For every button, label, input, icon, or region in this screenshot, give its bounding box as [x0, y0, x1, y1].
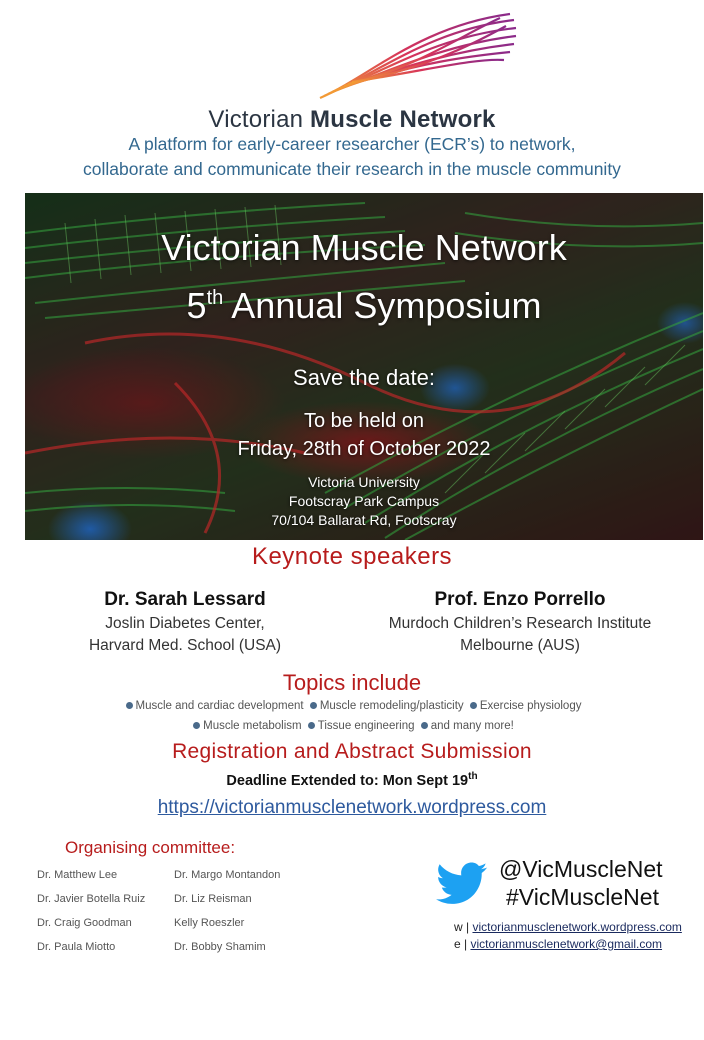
venue: [25, 473, 703, 530]
topic-item: Exercise physiology: [479, 700, 582, 712]
topic-item: Tissue engineering: [317, 720, 415, 732]
banner-title: [25, 223, 703, 331]
contact-website: [454, 920, 682, 934]
held-on-label: To be held on: [303, 410, 425, 432]
bullet-dot-icon: [193, 722, 200, 729]
committee-member: Dr. Javier Botella Ruiz: [37, 893, 146, 905]
banner-title-line-2: [25, 273, 703, 331]
topic-item: Muscle metabolism: [203, 720, 302, 732]
committee-member: Kelly Roeszler: [174, 917, 245, 929]
twitter-hashtag[interactable]: #VicMuscleNet: [506, 884, 659, 910]
bullet-dot-icon: [310, 702, 317, 709]
registration-heading: Registration and Abstract Submission: [172, 740, 532, 763]
topic-item: Muscle remodeling/plasticity: [319, 700, 464, 712]
deadline-suffix: th: [468, 771, 478, 782]
org-name-bold: Muscle Network: [310, 106, 496, 133]
twitter-handle[interactable]: @VicMuscleNet: [499, 856, 663, 882]
topic-item: Muscle and cardiac development: [135, 700, 304, 712]
ordinal-suffix: th: [206, 287, 224, 309]
tagline: [0, 132, 704, 182]
org-name-light: Victorian: [208, 106, 304, 133]
committee-member: Dr. Bobby Shamim: [174, 941, 266, 953]
bullet-dot-icon: [421, 722, 428, 729]
venue-line-3: 70/104 Ballarat Rd, Footscray: [271, 512, 457, 528]
event-date-block: [25, 407, 703, 463]
venue-line-1: Victoria University: [308, 474, 420, 490]
speaker-affiliation-line-1: Joslin Diabetes Center,: [105, 615, 265, 632]
deadline-label: Deadline Extended to: Mon Sept 19: [226, 772, 469, 789]
banner-title-rest: Annual Symposium: [231, 285, 542, 326]
topics-heading: Topics include: [282, 670, 422, 695]
speaker-card: [40, 587, 330, 657]
topics-row: [0, 717, 704, 735]
keynote-heading: Keynote speakers: [251, 543, 453, 570]
contact-email: [454, 937, 662, 951]
committee-heading: Organising committee:: [65, 838, 236, 857]
contact-website-prefix: w |: [454, 920, 470, 934]
website-link[interactable]: https://victorianmusclenetwork.wordpress.com: [157, 797, 547, 818]
tagline-line-2: collaborate and communicate their research in the muscle community: [83, 159, 621, 179]
contact-email-prefix: e |: [454, 937, 468, 951]
speaker-affiliation-line-1: Murdoch Children’s Research Institute: [388, 615, 652, 632]
speaker-card: [360, 587, 680, 657]
symposium-banner: [25, 193, 703, 540]
speaker-name: Dr. Sarah Lessard: [104, 589, 266, 610]
contact-email-link[interactable]: victorianmusclenetwork@gmail.com: [470, 937, 663, 951]
contact-website-link[interactable]: victorianmusclenetwork.wordpress.com: [472, 920, 682, 934]
speaker-affiliation-line-2: Harvard Med. School (USA): [88, 637, 282, 654]
org-name: [0, 106, 704, 134]
committee-member: Dr. Margo Montandon: [174, 869, 281, 881]
network-logo-icon: [300, 6, 540, 106]
bullet-dot-icon: [126, 702, 133, 709]
committee-member: Dr. Matthew Lee: [37, 869, 118, 881]
committee-member: Dr. Craig Goodman: [37, 917, 132, 929]
committee-member: Dr. Liz Reisman: [174, 893, 252, 905]
event-date: Friday, 28th of October 2022: [237, 438, 491, 460]
deadline: [0, 771, 704, 789]
bullet-dot-icon: [308, 722, 315, 729]
tagline-line-1: A platform for early-career researcher (ECR’s) to network,: [128, 134, 576, 154]
bullet-dot-icon: [470, 702, 477, 709]
speaker-affiliation-line-2: Melbourne (AUS): [460, 637, 580, 654]
topic-item: and many more!: [430, 720, 514, 732]
venue-line-2: Footscray Park Campus: [288, 493, 440, 509]
speaker-name: Prof. Enzo Porrello: [434, 589, 606, 610]
banner-title-line-1: Victorian Muscle Network: [161, 227, 567, 268]
ordinal-number: 5: [186, 285, 207, 326]
committee-member: Dr. Paula Miotto: [37, 941, 116, 953]
topics-row: [0, 697, 704, 715]
twitter-bird-icon[interactable]: [436, 862, 488, 906]
save-the-date: Save the date:: [293, 365, 435, 390]
